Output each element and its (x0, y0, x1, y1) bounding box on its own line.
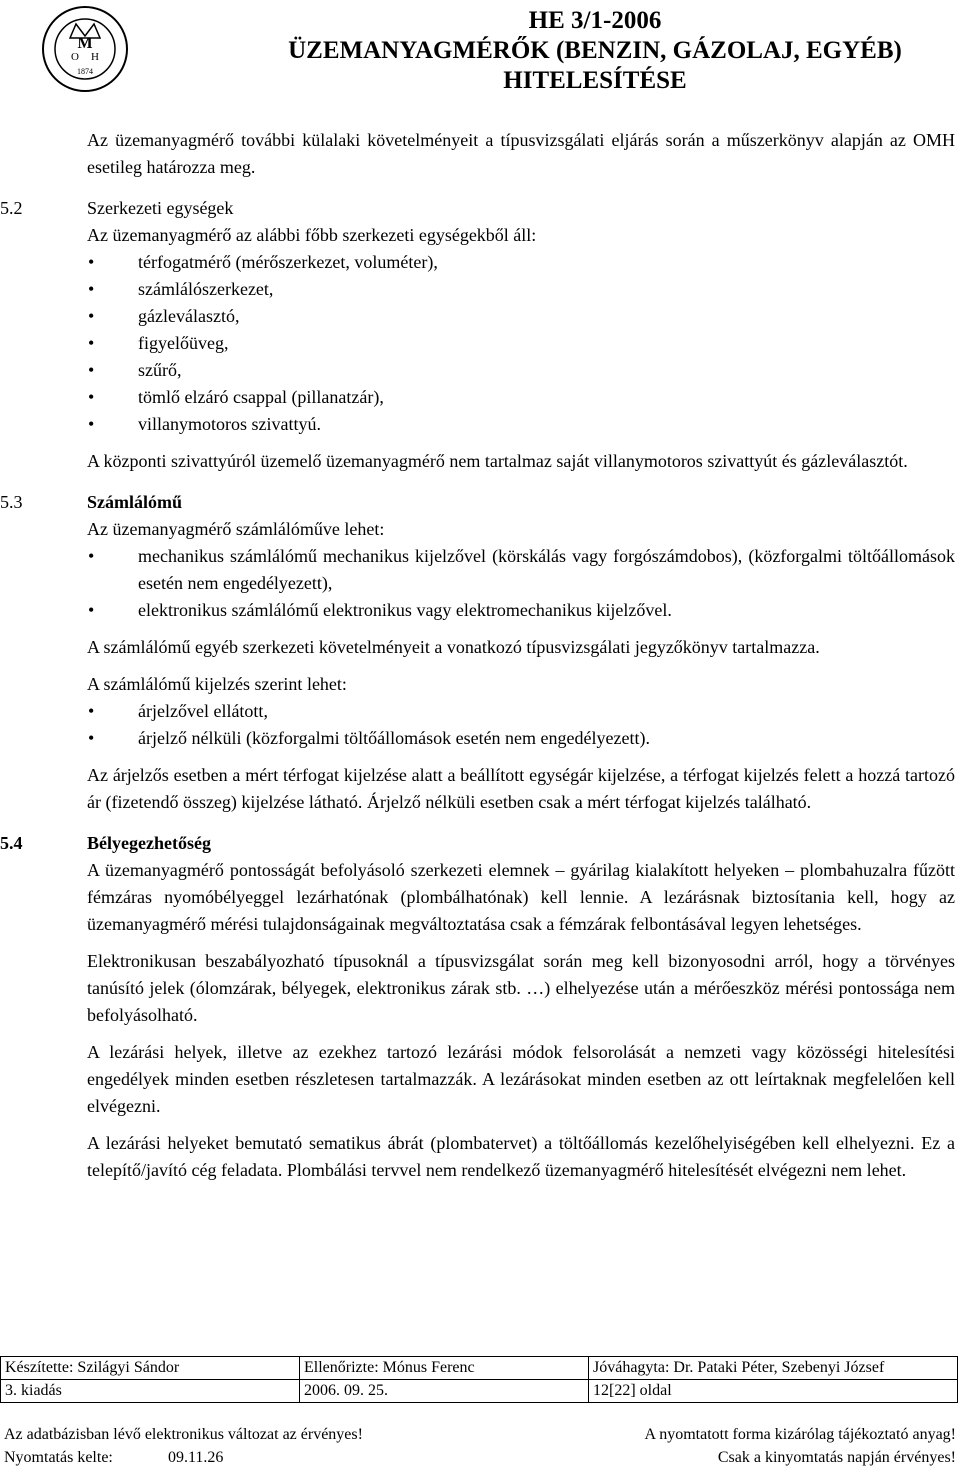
bullet-icon: • (88, 414, 95, 434)
bullet-icon: • (88, 387, 95, 407)
bullet-icon: • (88, 252, 95, 272)
list-item: • számlálószerkezet, (138, 276, 955, 303)
table-cell: Készítette: Szilágyi Sándor (1, 1357, 300, 1380)
omh-seal-icon (40, 4, 130, 94)
list-item: • villanymotoros szivattyú. (138, 411, 955, 438)
footer-print-note: A nyomtatott forma kizárólag tájékoztató anyag! (644, 1426, 956, 1443)
bullet-icon: • (88, 600, 95, 620)
approval-table (0, 1356, 958, 1403)
list-item: • térfogatmérő (mérőszerkezet, voluméter), (138, 249, 955, 276)
paragraph: A központi szivattyúról üzemelő üzemanyagmérő nem tartalmaz saját villanymotoros szivattyút és gázleválasztót. (87, 451, 908, 471)
print-date: 09.11.26 (168, 1449, 224, 1466)
table-cell: 2006. 09. 25. (300, 1380, 589, 1403)
document-body (0, 127, 960, 1184)
bullet-icon: • (88, 546, 95, 566)
svg-text:H: H (91, 51, 99, 63)
section-number: 5.4 (0, 833, 23, 853)
table-cell: Jóváhagyta: Dr. Pataki Péter, Szebenyi József (589, 1357, 958, 1380)
section-number: 5.3 (0, 492, 23, 512)
structural-units-list (0, 249, 960, 438)
document-subtitle: HITELESÍTÉSE (503, 67, 687, 94)
display-types-list (0, 698, 960, 752)
paragraph: A lezárási helyeket bemutató sematikus ábrát (plombatervet) a töltőállomás kezelőhelyiségében kell elhelyezni. Ez a telepítő/javító cég feladata. Plombálási tervvel nem rendelkező üzemanyagmérő hitelesítését elvégezni nem lehet. (87, 1133, 955, 1180)
page-header (0, 0, 960, 105)
list-item: • figyelőüveg, (138, 330, 955, 357)
bullet-icon: • (88, 279, 95, 299)
document-title: ÜZEMANYAGMÉRŐK (BENZIN, GÁZOLAJ, EGYÉB) (288, 37, 902, 64)
logo-year: 1874 (77, 67, 93, 76)
print-valid-note: Csak a kinyomtatás napján érvényes! (717, 1449, 956, 1466)
svg-text:O: O (71, 51, 79, 63)
bullet-icon: • (88, 360, 95, 380)
footer-validity-note: Az adatbázisban lévő elektronikus változat az érvényes! (4, 1426, 363, 1443)
list-item: • szűrő, (138, 357, 955, 384)
section-title: Szerkezeti egységek (87, 198, 234, 218)
paragraph: Elektronikusan beszabályozható típusoknál a típusvizsgálat során meg kell bizonyosodni arról, hogy a törvényes tanúsító jelek (ólomzárak, bélyegek, elektronikus zárak stb. …) elhelyezése után a mérőeszköz mérési pontossága nem befolyásolható. (87, 951, 955, 1025)
section-lead: Az üzemanyagmérő az alábbi főbb szerkezeti egységekből áll: (87, 225, 537, 245)
section-5-3-heading (0, 489, 960, 516)
list-item: • mechanikus számlálómű mechanikus kijelzővel (körskálás vagy forgószámdobos), (közforgalmi töltőállomások esetén nem engedélyezett), (138, 543, 955, 597)
bullet-icon: • (88, 333, 95, 353)
section-lead: A számlálómű kijelzés szerint lehet: (87, 674, 347, 694)
table-cell: 3. kiadás (1, 1380, 300, 1403)
paragraph: Az árjelzős esetben a mért térfogat kijelzése alatt a beállított egységár kijelzése, a térfogat kijelzés felett a hozzá tartozó ár (fizetendő összeg) kijelzése látható. Árjelző nélküli esetben csak a mért térfogat kijelzés található. (87, 765, 955, 812)
bullet-icon: • (88, 728, 95, 748)
section-title: Bélyegezhetőség (87, 833, 211, 853)
section-lead: Az üzemanyagmérő számlálóműve lehet: (87, 519, 385, 539)
print-date-label: Nyomtatás kelte: (4, 1449, 113, 1466)
table-cell: Ellenőrizte: Mónus Ferenc (300, 1357, 589, 1380)
list-item: • elektronikus számlálómű elektronikus vagy elektromechanikus kijelzővel. (138, 597, 955, 624)
paragraph: A számlálómű egyéb szerkezeti követelményeit a vonatkozó típusvizsgálati jegyzőkönyv tartalmazza. (87, 637, 820, 657)
list-item: • gázleválasztó, (138, 303, 955, 330)
counter-types-list (0, 543, 960, 624)
section-5-2-heading (0, 195, 960, 222)
bullet-icon: • (88, 701, 95, 721)
list-item: • árjelzővel ellátott, (138, 698, 955, 725)
section-number: 5.2 (0, 198, 23, 218)
list-item: • tömlő elzáró csappal (pillanatzár), (138, 384, 955, 411)
intro-paragraph: Az üzemanyagmérő további külalaki követelményeit a típusvizsgálati eljárás során a műszerkönyv alapján az OMH esetileg határozza meg. (87, 130, 955, 177)
table-row (1, 1380, 958, 1403)
section-5-4-heading (0, 830, 960, 857)
bullet-icon: • (88, 306, 95, 326)
svg-text:M: M (77, 35, 93, 52)
paragraph: A lezárási helyek, illetve az ezekhez tartozó lezárási módok felsorolását a nemzeti vagy közösségi hitelesítési engedélyek minden esetben részletesen tartalmazzák. A lezárásokat minden esetben az ott leírtaknak megfelelően kell elvégezni. (87, 1042, 955, 1116)
document-code: HE 3/1-2006 (528, 7, 662, 34)
section-title: Számlálómű (87, 492, 183, 512)
table-row (1, 1357, 958, 1380)
paragraph: A üzemanyagmérő pontosságát befolyásoló szerkezeti elemnek – gyárilag kialakított helyeken – plombahuzalra fűzött fémzáras nyomóbélyeggel lezárhatónak (plombálhatónak) kell lennie. A lezárásnak biztosítania kell, hogy az üzemanyagmérő mérési tulajdonságainak megváltoztatása csak a fémzárak felbontásával legyen lehetséges. (87, 860, 955, 934)
list-item: • árjelző nélküli (közforgalmi töltőállomások esetén nem engedélyezett). (138, 725, 955, 752)
table-cell: 12[22] oldal (589, 1380, 958, 1403)
